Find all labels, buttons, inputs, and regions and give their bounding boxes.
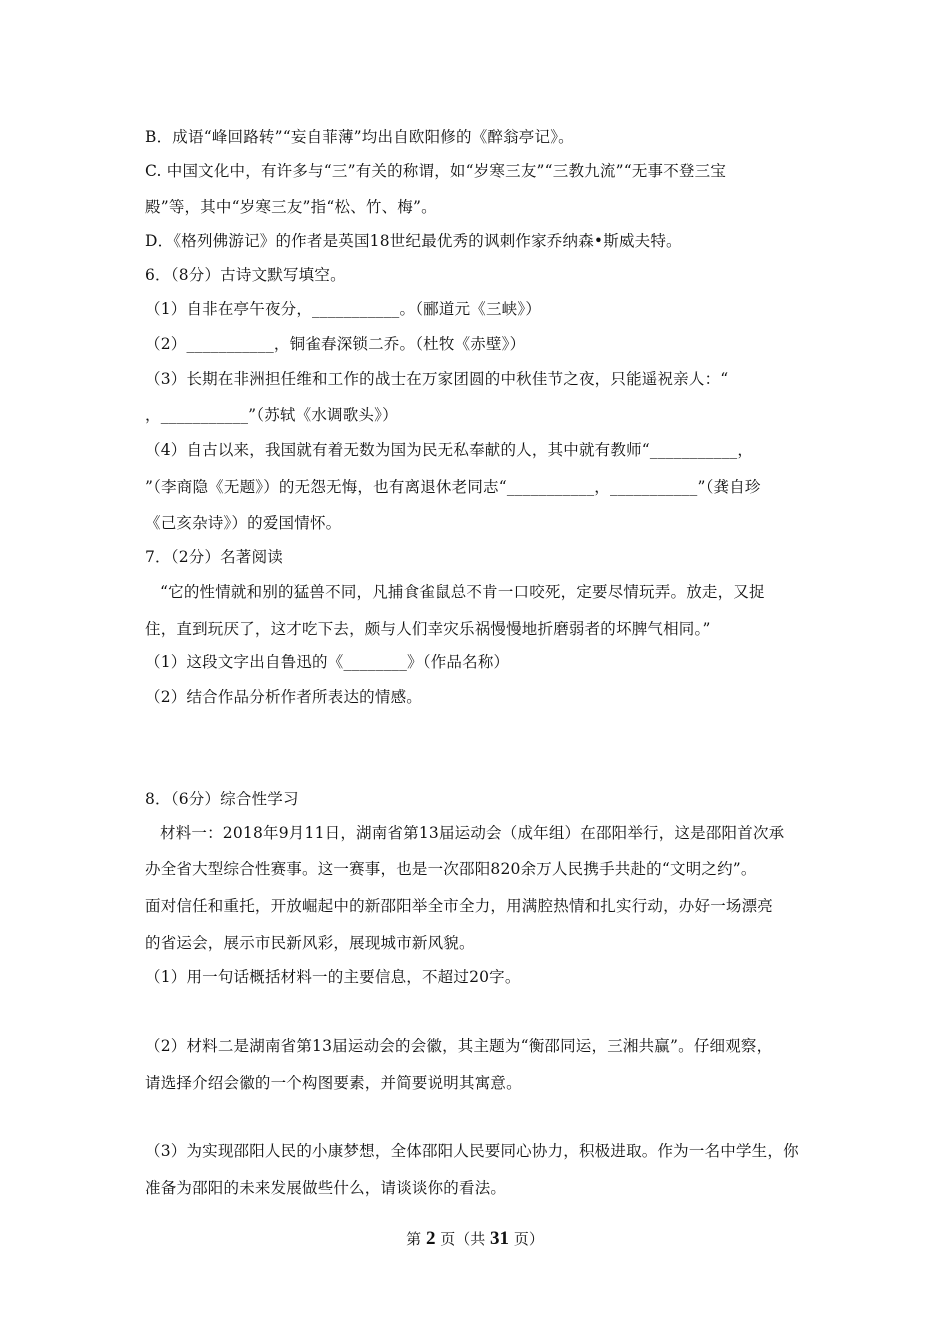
text-line: （1）这段文字出自鲁迅的《________》（作品名称） [145, 653, 510, 671]
text-line: （4）自古以来，我国就有着无数为国为民无私奉献的人，其中就有教师“___________， [145, 441, 754, 459]
footer-middle: 页（共 [440, 1230, 486, 1248]
text-line: 的省运会，展示市民新风彩，展现城市新风貌。 [145, 934, 475, 952]
text-line: B．成语“峰回路转”“妄自菲薄”均出自欧阳修的《醉翁亭记》。 [145, 128, 574, 146]
text-line: （3）为实现邵阳人民的小康梦想，全体邵阳人民要同心协力，积极进取。作为一名中学生，你 [145, 1142, 799, 1160]
text-line: 7．（2分）名著阅读 [145, 548, 283, 566]
text-line: 殿”等，其中“岁寒三友”指“松、竹、梅”。 [145, 198, 437, 216]
text-line: 《己亥杂诗》）的爱国情怀。 [145, 514, 342, 532]
text-line: （2）材料二是湖南省第13届运动会的会徽，其主题为“衡邵同运，三湘共赢”。仔细观察， [145, 1037, 773, 1055]
footer-suffix: 页） [513, 1230, 544, 1248]
text-line: 8．（6分）综合性学习 [145, 790, 299, 808]
text-line: C. 中国文化中，有许多与“三”有关的称谓，如“岁寒三友”“三教九流”“无事不登三宝 [145, 162, 727, 180]
text-line: （1）自非在亭午夜分，___________。（郦道元《三峡》） [145, 300, 542, 318]
footer-prefix: 第 [406, 1230, 422, 1248]
text-line: （3）长期在非洲担任维和工作的战士在万家团圆的中秋佳节之夜，只能遥祝亲人：“ [145, 370, 729, 388]
text-line: ，___________”（苏轼《水调歌头》） [145, 406, 398, 424]
text-line: （2）___________，铜雀春深锁二乔。（杜牧《赤壁》） [145, 335, 526, 353]
text-line: 面对信任和重托，开放崛起中的新邵阳举全市全力，用满腔热情和扎实行动，办好一场漂亮 [145, 897, 774, 915]
text-line: （1）用一句话概括材料一的主要信息，不超过20字。 [145, 968, 521, 986]
text-line: 6．（8分）古诗文默写填空。 [145, 266, 346, 284]
text-line: （2）结合作品分析作者所表达的情感。 [145, 688, 422, 706]
text-line: 请选择介绍会徽的一个构图要素，并简要说明其寓意。 [145, 1074, 522, 1092]
text-line: D．《格列佛游记》的作者是英国18世纪最优秀的讽刺作家乔纳森•斯威夫特。 [145, 232, 682, 250]
footer-total-pages: 31 [490, 1228, 510, 1249]
text-line: 办全省大型综合性赛事。这一赛事，也是一次邵阳820余万人民携手共赴的“文明之约”。 [145, 860, 757, 878]
page-footer [0, 1229, 950, 1249]
text-line: 住，直到玩厌了，这才吃下去，颇与人们幸灾乐祸慢慢地折磨弱者的坏脾气相同。” [145, 620, 711, 638]
text-line: “它的性情就和别的猛兽不同，凡捕食雀鼠总不肯一口咬死，定要尽情玩弄。放走，又捉 [160, 583, 765, 601]
text-line: ”（李商隐《无题》）的无怨无悔，也有离退休老同志“___________，___________”（龚自珍 [145, 478, 761, 496]
text-line: 准备为邵阳的未来发展做些什么，请谈谈你的看法。 [145, 1179, 507, 1197]
text-line: 材料一：2018年9月11日，湖南省第13届运动会（成年组）在邵阳举行，这是邵阳首次承 [160, 824, 785, 842]
footer-page-number: 2 [425, 1228, 436, 1249]
